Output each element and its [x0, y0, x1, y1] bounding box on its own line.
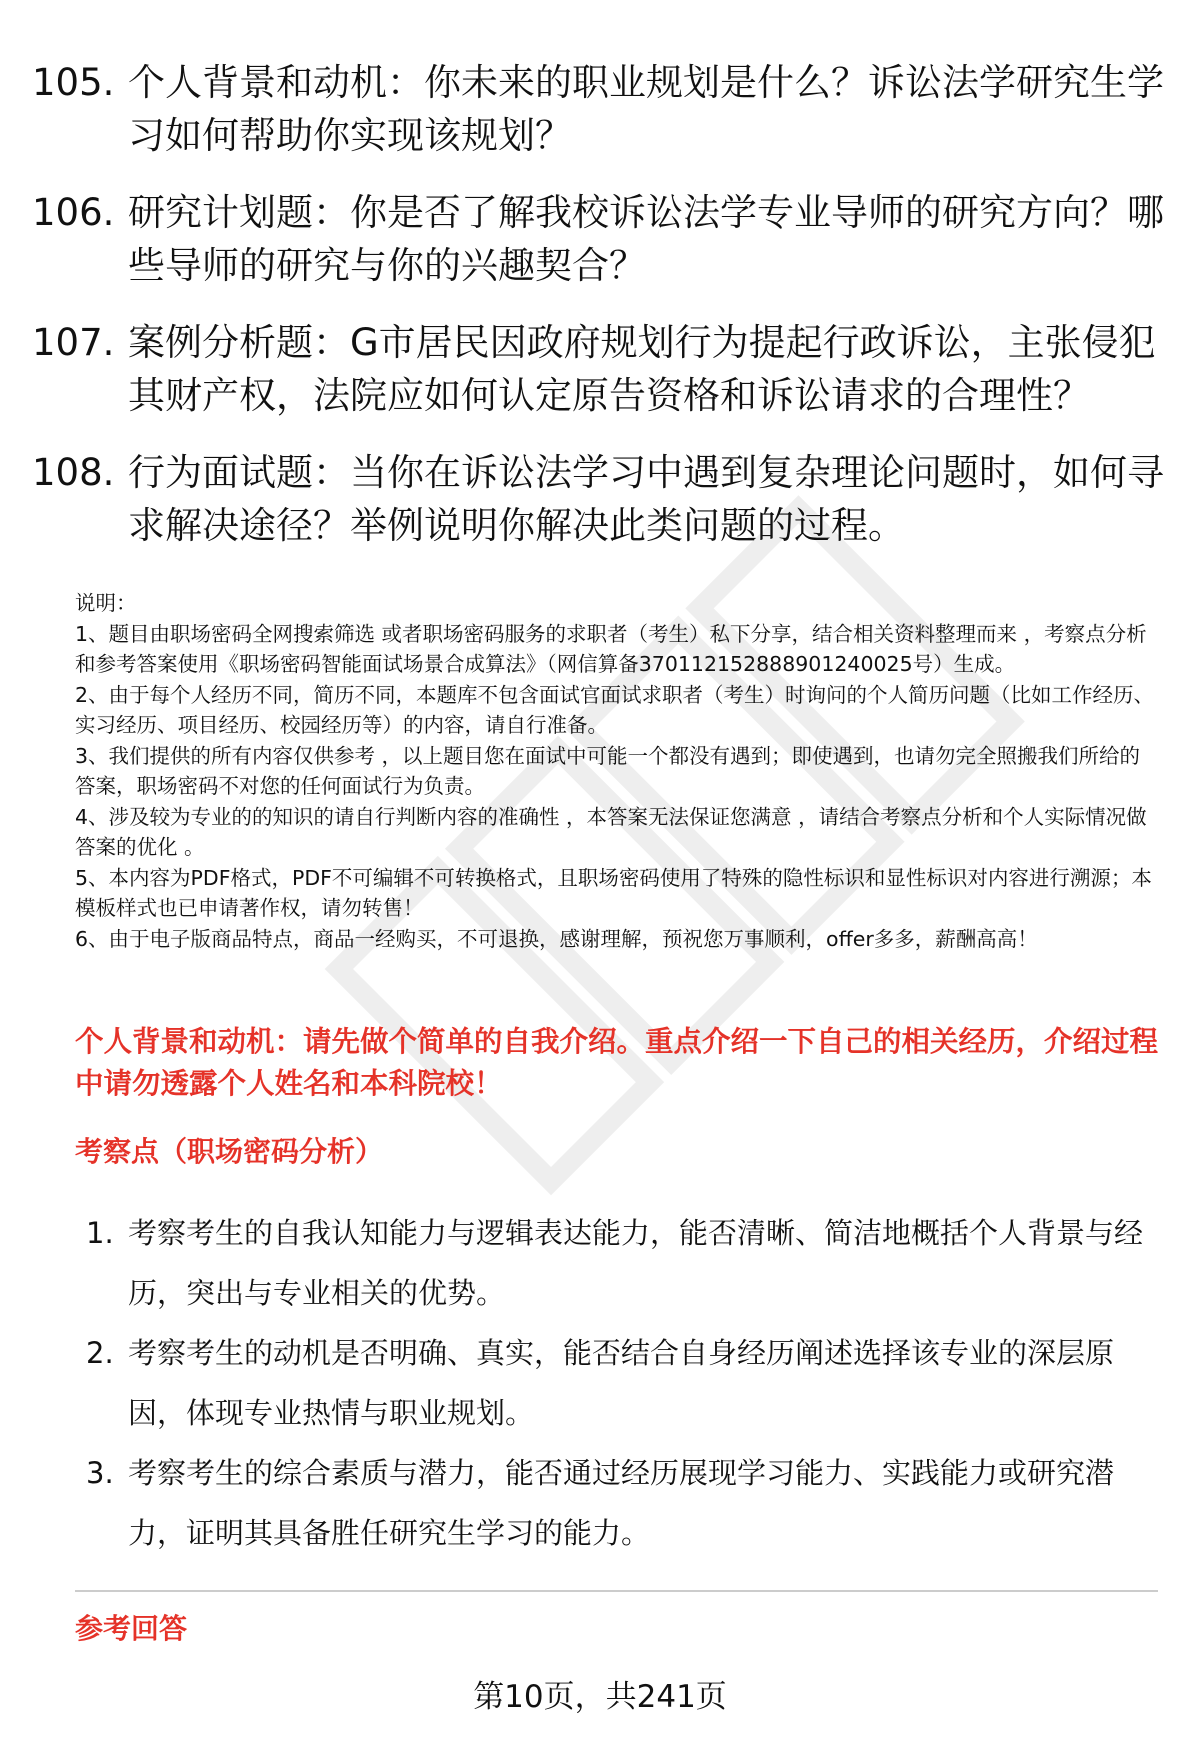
question-item [32, 316, 1172, 422]
note-item: 2、由于每个人经历不同，简历不同，本题库不包含面试官面试求职者（考生）时询问的个人简历问题（比如工作经历、实习经历、项目经历、校园经历等）的内容，请自行准备。 [75, 682, 1155, 737]
note-item: 6、由于电子版商品特点，商品一经购买，不可退换，感谢理解，预祝您万事顺利，offer多多，薪酬高高！ [75, 926, 1038, 951]
note-item: 5、本内容为PDF格式，PDF不可编辑不可转换格式，且职场密码使用了特殊的隐性标识和显性标识对内容进行溯源；本模板样式也已申请著作权，请勿转售！ [75, 865, 1152, 920]
notes-title: 说明： [75, 591, 137, 615]
note-item: 3、我们提供的所有内容仅供参考 ，以上题目您在面试中可能一个都没有遇到；即使遇到，也请勿完全照搬我们所给的答案，职场密码不对您的任何面试行为负责。 [75, 743, 1141, 798]
question-number: 105. [32, 61, 115, 104]
exam-point-text: 考察考生的自我认知能力与逻辑表达能力，能否清晰、简洁地概括个人背景与经历，突出与专业相关的优势。 [128, 1216, 1144, 1310]
question-text: 行为面试题：当你在诉讼法学习中遇到复杂理论问题时，如何寻求解决途径？举例说明你解决此类问题的过程。 [128, 451, 1164, 547]
exam-point-number: 3. [86, 1456, 114, 1490]
notes-section [75, 588, 1160, 954]
page-footer: 第10页，共241页 [473, 1679, 727, 1715]
exam-point-item [80, 1323, 1160, 1443]
exam-points-title: 考察点（职场密码分析） [75, 1135, 384, 1168]
question-number: 106. [32, 191, 115, 234]
note-item: 1、题目由职场密码全网搜索筛选 或者职场密码服务的求职者（考生）私下分享，结合相关资料整理而来 ，考察点分析和参考答案使用《职场密码智能面试场景合成算法》（网信算备370112152888901240025号）生成。 [75, 621, 1147, 676]
question-text: 案例分析题：G市居民因政府规划行为提起行政诉讼，主张侵犯其财产权，法院应如何认定原告资格和诉讼请求的合理性？ [128, 321, 1156, 417]
exam-point-text: 考察考生的综合素质与潜力，能否通过经历展现学习能力、实践能力或研究潜力，证明其具备胜任研究生学习的能力。 [128, 1456, 1115, 1550]
note-item: 4、涉及较为专业的的知识的请自行判断内容的准确性 ，本答案无法保证您满意 ，请结合考察点分析和个人实际情况做答案的优化 。 [75, 804, 1147, 859]
exam-point-item [80, 1203, 1160, 1323]
question-item [32, 56, 1172, 162]
exam-points-list [80, 1203, 1160, 1563]
exam-point-text: 考察考生的动机是否明确、真实，能否结合自身经历阐述选择该专业的深层原因，体现专业热情与职业规划。 [128, 1336, 1115, 1430]
question-item [32, 186, 1172, 292]
question-list [32, 56, 1172, 576]
answer-title: 参考回答 [75, 1612, 188, 1645]
question-text: 个人背景和动机：你未来的职业规划是什么？诉讼法学研究生学习如何帮助你实现该规划？ [128, 61, 1164, 157]
exam-point-number: 1. [86, 1216, 114, 1250]
exam-point-number: 2. [86, 1336, 114, 1370]
section-divider [75, 1590, 1158, 1592]
question-number: 107. [32, 321, 115, 364]
question-item [32, 446, 1172, 552]
question-number: 108. [32, 451, 115, 494]
exam-point-item [80, 1443, 1160, 1563]
section-heading: 个人背景和动机：请先做个简单的自我介绍。重点介绍一下自己的相关经历，介绍过程中请勿透露个人姓名和本科院校！ [75, 1025, 1159, 1100]
question-text: 研究计划题：你是否了解我校诉讼法学专业导师的研究方向？哪些导师的研究与你的兴趣契合？ [128, 191, 1164, 287]
